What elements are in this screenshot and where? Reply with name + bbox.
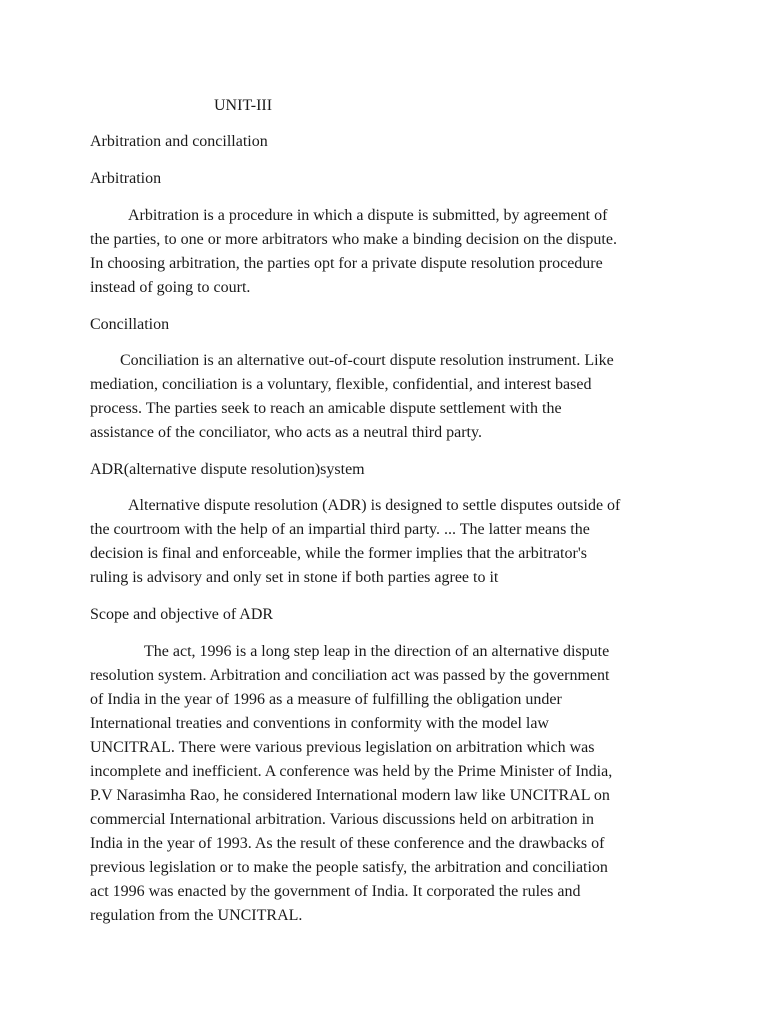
- paragraph-line: the courtroom with the help of an impartial third party. ... The latter means the: [90, 521, 590, 538]
- paragraph-scope-objective: [90, 640, 680, 928]
- section-heading-arbitration: Arbitration: [90, 170, 162, 187]
- paragraph-line: India in the year of 1993. As the result of these conference and the drawbacks of: [90, 835, 605, 852]
- paragraph-line: ruling is advisory and only set in stone if both parties agree to it: [90, 569, 499, 586]
- paragraph-line: commercial International arbitration. Various discussions held on arbitration in: [90, 811, 595, 828]
- paragraph-line: Conciliation is an alternative out-of-court dispute resolution instrument. Like: [120, 352, 614, 369]
- paragraph-line: P.V Narasimha Rao, he considered International modern law like UNCITRAL on: [90, 787, 610, 804]
- paragraph-line: incomplete and inefficient. A conference was held by the Prime Minister of India,: [90, 763, 613, 780]
- paragraph-line: instead of going to court.: [90, 279, 251, 296]
- paragraph-line: resolution system. Arbitration and conciliation act was passed by the government: [90, 667, 610, 684]
- section-heading-scope-objective: Scope and objective of ADR: [90, 606, 274, 623]
- paragraph-concillation: [90, 349, 680, 445]
- paragraph-line: mediation, conciliation is a voluntary, flexible, confidential, and interest based: [90, 376, 592, 393]
- paragraph-line: previous legislation or to make the people satisfy, the arbitration and conciliation: [90, 859, 608, 876]
- paragraph-line: Alternative dispute resolution (ADR) is designed to settle disputes outside of: [128, 497, 621, 514]
- section-heading-adr-system: ADR(alternative dispute resolution)system: [90, 461, 365, 478]
- paragraph-line: In choosing arbitration, the parties opt for a private dispute resolution procedure: [90, 255, 603, 272]
- paragraph-line: The act, 1996 is a long step leap in the direction of an alternative dispute: [144, 643, 610, 660]
- section-heading-concillation: Concillation: [90, 316, 170, 333]
- paragraph-line: of India in the year of 1996 as a measure of fulfilling the obligation under: [90, 691, 562, 708]
- paragraph-line: UNCITRAL. There were various previous legislation on arbitration which was: [90, 739, 595, 756]
- paragraph-line: decision is final and enforceable, while the former implies that the arbitrator's: [90, 545, 587, 562]
- paragraph-line: act 1996 was enacted by the government of India. It corporated the rules and: [90, 883, 581, 900]
- paragraph-arbitration: [90, 204, 680, 300]
- paragraph-adr-system: [90, 494, 680, 590]
- paragraph-line: Arbitration is a procedure in which a dispute is submitted, by agreement of: [128, 207, 608, 224]
- paragraph-line: assistance of the conciliator, who acts as a neutral third party.: [90, 424, 482, 441]
- paragraph-line: International treaties and conventions in conformity with the model law: [90, 715, 549, 732]
- paragraph-line: process. The parties seek to reach an amicable dispute settlement with the: [90, 400, 562, 417]
- unit-title: UNIT-III: [214, 97, 273, 114]
- paragraph-line: regulation from the UNCITRAL.: [90, 907, 303, 924]
- paragraph-line: the parties, to one or more arbitrators who make a binding decision on the dispute.: [90, 231, 617, 248]
- main-heading: Arbitration and concillation: [90, 133, 268, 150]
